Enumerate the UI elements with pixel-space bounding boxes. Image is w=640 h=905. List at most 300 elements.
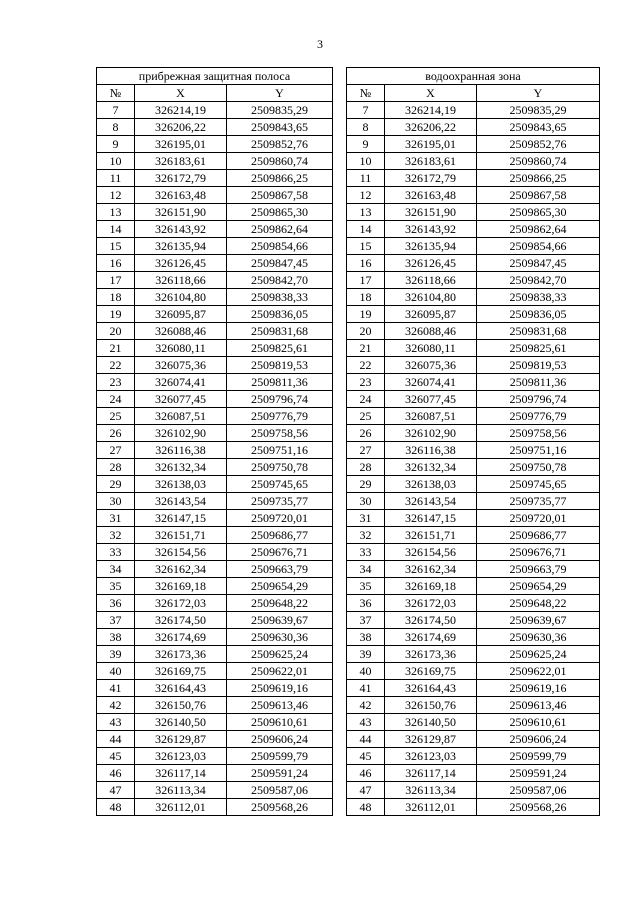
table-gap [333, 595, 347, 612]
table-gap [333, 629, 347, 646]
left-cell-x: 326102,90 [135, 425, 227, 442]
table-row [97, 697, 600, 714]
right-cell-number: 40 [347, 663, 385, 680]
right-cell-number: 31 [347, 510, 385, 527]
table-gap [333, 204, 347, 221]
table-row [97, 289, 600, 306]
table-gap [333, 170, 347, 187]
left-cell-x: 326143,54 [135, 493, 227, 510]
right-cell-x: 326113,34 [385, 782, 477, 799]
right-cell-x: 326123,03 [385, 748, 477, 765]
left-cell-number: 28 [97, 459, 135, 476]
right-cell-x: 326151,90 [385, 204, 477, 221]
left-cell-number: 31 [97, 510, 135, 527]
right-cell-x: 326195,01 [385, 136, 477, 153]
left-cell-number: 47 [97, 782, 135, 799]
table-row [97, 170, 600, 187]
table-gap [333, 119, 347, 136]
left-cell-y: 2509568,26 [227, 799, 333, 816]
left-cell-y: 2509838,33 [227, 289, 333, 306]
table-gap [333, 340, 347, 357]
table-row [97, 119, 600, 136]
left-cell-number: 34 [97, 561, 135, 578]
right-cell-y: 2509599,79 [477, 748, 600, 765]
table-gap [333, 493, 347, 510]
right-cell-x: 326138,03 [385, 476, 477, 493]
left-cell-y: 2509852,76 [227, 136, 333, 153]
right-cell-x: 326088,46 [385, 323, 477, 340]
left-cell-number: 39 [97, 646, 135, 663]
left-cell-number: 37 [97, 612, 135, 629]
left-cell-y: 2509625,24 [227, 646, 333, 663]
right-cell-x: 326132,34 [385, 459, 477, 476]
left-cell-number: 44 [97, 731, 135, 748]
left-cell-y: 2509867,58 [227, 187, 333, 204]
table-gap [333, 612, 347, 629]
left-cell-number: 32 [97, 527, 135, 544]
table-title-row [97, 68, 600, 85]
left-cell-y: 2509866,25 [227, 170, 333, 187]
table-row [97, 187, 600, 204]
left-cell-x: 326151,90 [135, 204, 227, 221]
left-cell-x: 326116,38 [135, 442, 227, 459]
table-row [97, 782, 600, 799]
right-cell-x: 326126,45 [385, 255, 477, 272]
left-cell-y: 2509751,16 [227, 442, 333, 459]
left-cell-x: 326077,45 [135, 391, 227, 408]
left-cell-x: 326206,22 [135, 119, 227, 136]
right-cell-number: 33 [347, 544, 385, 561]
left-cell-number: 10 [97, 153, 135, 170]
right-cell-x: 326117,14 [385, 765, 477, 782]
right-cell-number: 39 [347, 646, 385, 663]
left-cell-number: 26 [97, 425, 135, 442]
table-row [97, 680, 600, 697]
right-cell-number: 28 [347, 459, 385, 476]
right-cell-number: 22 [347, 357, 385, 374]
right-header-number: № [347, 85, 385, 102]
left-cell-x: 326087,51 [135, 408, 227, 425]
left-cell-x: 326169,18 [135, 578, 227, 595]
table-row [97, 374, 600, 391]
left-cell-number: 21 [97, 340, 135, 357]
table-gap [333, 187, 347, 204]
right-cell-y: 2509843,65 [477, 119, 600, 136]
right-cell-y: 2509745,65 [477, 476, 600, 493]
left-cell-y: 2509613,46 [227, 697, 333, 714]
right-cell-y: 2509622,01 [477, 663, 600, 680]
right-cell-number: 14 [347, 221, 385, 238]
right-cell-y: 2509819,53 [477, 357, 600, 374]
right-cell-y: 2509639,67 [477, 612, 600, 629]
right-cell-number: 30 [347, 493, 385, 510]
table-body [97, 102, 600, 816]
right-cell-y: 2509610,61 [477, 714, 600, 731]
left-cell-y: 2509639,67 [227, 612, 333, 629]
right-cell-number: 48 [347, 799, 385, 816]
table-gap [333, 578, 347, 595]
right-cell-y: 2509654,29 [477, 578, 600, 595]
table-row [97, 102, 600, 119]
right-cell-x: 326163,48 [385, 187, 477, 204]
left-cell-y: 2509750,78 [227, 459, 333, 476]
table-gap [333, 391, 347, 408]
right-cell-x: 326154,56 [385, 544, 477, 561]
right-cell-x: 326104,80 [385, 289, 477, 306]
left-cell-x: 326164,43 [135, 680, 227, 697]
left-header-x: X [135, 85, 227, 102]
coordinates-table [96, 67, 600, 816]
table-row [97, 476, 600, 493]
left-cell-number: 20 [97, 323, 135, 340]
left-cell-number: 9 [97, 136, 135, 153]
right-cell-y: 2509836,05 [477, 306, 600, 323]
right-cell-number: 45 [347, 748, 385, 765]
left-cell-number: 17 [97, 272, 135, 289]
table-gap [333, 714, 347, 731]
left-cell-number: 8 [97, 119, 135, 136]
right-cell-number: 7 [347, 102, 385, 119]
right-cell-number: 12 [347, 187, 385, 204]
table-row [97, 493, 600, 510]
table-gap [333, 272, 347, 289]
left-cell-y: 2509619,16 [227, 680, 333, 697]
left-cell-y: 2509835,29 [227, 102, 333, 119]
table-row [97, 595, 600, 612]
left-cell-number: 46 [97, 765, 135, 782]
left-cell-x: 326126,45 [135, 255, 227, 272]
left-cell-number: 11 [97, 170, 135, 187]
right-cell-number: 13 [347, 204, 385, 221]
left-cell-y: 2509865,30 [227, 204, 333, 221]
right-cell-number: 20 [347, 323, 385, 340]
right-cell-x: 326087,51 [385, 408, 477, 425]
left-cell-y: 2509686,77 [227, 527, 333, 544]
table-gap [333, 663, 347, 680]
left-cell-x: 326154,56 [135, 544, 227, 561]
right-cell-y: 2509847,45 [477, 255, 600, 272]
left-cell-y: 2509735,77 [227, 493, 333, 510]
table-row [97, 442, 600, 459]
table-row [97, 408, 600, 425]
right-cell-y: 2509811,36 [477, 374, 600, 391]
right-cell-x: 326172,79 [385, 170, 477, 187]
left-cell-x: 326174,69 [135, 629, 227, 646]
right-cell-number: 43 [347, 714, 385, 731]
table-row [97, 765, 600, 782]
table-gap [333, 85, 347, 102]
right-cell-number: 9 [347, 136, 385, 153]
left-cell-number: 38 [97, 629, 135, 646]
right-cell-x: 326135,94 [385, 238, 477, 255]
right-cell-number: 10 [347, 153, 385, 170]
right-cell-y: 2509663,79 [477, 561, 600, 578]
left-cell-number: 7 [97, 102, 135, 119]
left-cell-y: 2509825,61 [227, 340, 333, 357]
table-gap [333, 782, 347, 799]
table-gap [333, 221, 347, 238]
table-gap [333, 510, 347, 527]
table-row [97, 255, 600, 272]
right-cell-number: 35 [347, 578, 385, 595]
left-cell-number: 25 [97, 408, 135, 425]
table-gap [333, 476, 347, 493]
table-gap [333, 765, 347, 782]
left-cell-y: 2509654,29 [227, 578, 333, 595]
left-cell-y: 2509720,01 [227, 510, 333, 527]
right-cell-y: 2509720,01 [477, 510, 600, 527]
right-cell-number: 34 [347, 561, 385, 578]
left-cell-x: 326163,48 [135, 187, 227, 204]
right-cell-x: 326143,54 [385, 493, 477, 510]
left-cell-number: 29 [97, 476, 135, 493]
right-cell-x: 326077,45 [385, 391, 477, 408]
left-cell-x: 326138,03 [135, 476, 227, 493]
right-cell-number: 29 [347, 476, 385, 493]
left-cell-number: 27 [97, 442, 135, 459]
left-cell-y: 2509676,71 [227, 544, 333, 561]
right-cell-x: 326080,11 [385, 340, 477, 357]
table-gap [333, 289, 347, 306]
left-cell-number: 14 [97, 221, 135, 238]
right-cell-y: 2509619,16 [477, 680, 600, 697]
right-cell-x: 326172,03 [385, 595, 477, 612]
table-row [97, 612, 600, 629]
left-header-y: Y [227, 85, 333, 102]
left-cell-x: 326123,03 [135, 748, 227, 765]
right-cell-x: 326140,50 [385, 714, 477, 731]
right-cell-y: 2509860,74 [477, 153, 600, 170]
left-cell-y: 2509796,74 [227, 391, 333, 408]
left-cell-number: 40 [97, 663, 135, 680]
right-cell-x: 326164,43 [385, 680, 477, 697]
table-gap [333, 306, 347, 323]
right-cell-number: 24 [347, 391, 385, 408]
left-cell-number: 30 [97, 493, 135, 510]
left-cell-y: 2509648,22 [227, 595, 333, 612]
left-cell-y: 2509606,24 [227, 731, 333, 748]
right-cell-x: 326183,61 [385, 153, 477, 170]
table-gap [333, 153, 347, 170]
left-cell-y: 2509630,36 [227, 629, 333, 646]
right-header-x: X [385, 85, 477, 102]
left-cell-x: 326140,50 [135, 714, 227, 731]
left-cell-y: 2509847,45 [227, 255, 333, 272]
table-gap [333, 255, 347, 272]
table-gap [333, 544, 347, 561]
right-cell-y: 2509865,30 [477, 204, 600, 221]
table-row [97, 459, 600, 476]
left-cell-x: 326132,34 [135, 459, 227, 476]
left-cell-number: 22 [97, 357, 135, 374]
table-gap [333, 748, 347, 765]
left-cell-y: 2509862,64 [227, 221, 333, 238]
table-gap [333, 442, 347, 459]
right-cell-y: 2509630,36 [477, 629, 600, 646]
left-cell-y: 2509811,36 [227, 374, 333, 391]
right-cell-x: 326147,15 [385, 510, 477, 527]
left-cell-x: 326143,92 [135, 221, 227, 238]
table-gap [333, 357, 347, 374]
left-cell-number: 24 [97, 391, 135, 408]
right-cell-x: 326102,90 [385, 425, 477, 442]
right-cell-y: 2509835,29 [477, 102, 600, 119]
left-cell-number: 45 [97, 748, 135, 765]
right-cell-x: 326116,38 [385, 442, 477, 459]
right-cell-number: 44 [347, 731, 385, 748]
left-cell-number: 33 [97, 544, 135, 561]
left-cell-number: 18 [97, 289, 135, 306]
right-cell-number: 26 [347, 425, 385, 442]
left-cell-y: 2509591,24 [227, 765, 333, 782]
table-row [97, 153, 600, 170]
right-cell-y: 2509758,56 [477, 425, 600, 442]
left-cell-x: 326172,03 [135, 595, 227, 612]
right-cell-number: 19 [347, 306, 385, 323]
right-cell-y: 2509613,46 [477, 697, 600, 714]
left-cell-x: 326104,80 [135, 289, 227, 306]
right-cell-y: 2509587,06 [477, 782, 600, 799]
table-row [97, 204, 600, 221]
right-cell-y: 2509776,79 [477, 408, 600, 425]
left-cell-x: 326129,87 [135, 731, 227, 748]
right-cell-x: 326169,18 [385, 578, 477, 595]
left-cell-x: 326151,71 [135, 527, 227, 544]
right-cell-number: 17 [347, 272, 385, 289]
table-gap [333, 799, 347, 816]
table-gap [333, 680, 347, 697]
left-cell-y: 2509831,68 [227, 323, 333, 340]
right-cell-y: 2509735,77 [477, 493, 600, 510]
left-cell-x: 326214,19 [135, 102, 227, 119]
left-cell-number: 41 [97, 680, 135, 697]
left-cell-x: 326162,34 [135, 561, 227, 578]
table-row [97, 510, 600, 527]
right-cell-number: 47 [347, 782, 385, 799]
left-cell-number: 19 [97, 306, 135, 323]
left-cell-x: 326112,01 [135, 799, 227, 816]
table-gap [333, 238, 347, 255]
left-cell-number: 13 [97, 204, 135, 221]
left-cell-number: 43 [97, 714, 135, 731]
left-cell-number: 35 [97, 578, 135, 595]
table-gap [333, 323, 347, 340]
table-row [97, 323, 600, 340]
table-row [97, 527, 600, 544]
left-cell-y: 2509854,66 [227, 238, 333, 255]
right-cell-number: 27 [347, 442, 385, 459]
left-cell-y: 2509776,79 [227, 408, 333, 425]
left-cell-x: 326074,41 [135, 374, 227, 391]
left-cell-number: 16 [97, 255, 135, 272]
right-cell-number: 32 [347, 527, 385, 544]
table-gap [333, 731, 347, 748]
table-gap [333, 561, 347, 578]
table-row [97, 340, 600, 357]
right-cell-number: 37 [347, 612, 385, 629]
left-cell-x: 326173,36 [135, 646, 227, 663]
table-row [97, 272, 600, 289]
left-cell-y: 2509622,01 [227, 663, 333, 680]
table-row [97, 561, 600, 578]
left-cell-y: 2509836,05 [227, 306, 333, 323]
table-gap [333, 374, 347, 391]
table-row [97, 748, 600, 765]
left-header-number: № [97, 85, 135, 102]
right-cell-number: 41 [347, 680, 385, 697]
table-row [97, 391, 600, 408]
left-table-title: прибрежная защитная полоса [97, 68, 333, 85]
left-cell-number: 15 [97, 238, 135, 255]
table-gap [333, 527, 347, 544]
left-cell-number: 36 [97, 595, 135, 612]
left-cell-y: 2509819,53 [227, 357, 333, 374]
right-cell-x: 326143,92 [385, 221, 477, 238]
right-cell-number: 46 [347, 765, 385, 782]
left-cell-x: 326080,11 [135, 340, 227, 357]
left-cell-y: 2509758,56 [227, 425, 333, 442]
right-cell-x: 326129,87 [385, 731, 477, 748]
right-cell-number: 16 [347, 255, 385, 272]
left-cell-x: 326195,01 [135, 136, 227, 153]
left-cell-x: 326147,15 [135, 510, 227, 527]
table-row [97, 136, 600, 153]
table-row [97, 578, 600, 595]
table-row [97, 306, 600, 323]
table-gap [333, 408, 347, 425]
right-cell-x: 326151,71 [385, 527, 477, 544]
left-cell-x: 326117,14 [135, 765, 227, 782]
right-cell-y: 2509591,24 [477, 765, 600, 782]
right-cell-x: 326169,75 [385, 663, 477, 680]
right-cell-x: 326150,76 [385, 697, 477, 714]
table-row [97, 799, 600, 816]
right-cell-x: 326174,69 [385, 629, 477, 646]
right-cell-x: 326214,19 [385, 102, 477, 119]
right-cell-x: 326118,66 [385, 272, 477, 289]
table-gap [333, 459, 347, 476]
left-cell-y: 2509663,79 [227, 561, 333, 578]
right-cell-y: 2509606,24 [477, 731, 600, 748]
right-cell-x: 326173,36 [385, 646, 477, 663]
right-cell-number: 42 [347, 697, 385, 714]
table-gap [333, 697, 347, 714]
right-cell-x: 326075,36 [385, 357, 477, 374]
table-row [97, 544, 600, 561]
left-cell-x: 326172,79 [135, 170, 227, 187]
left-cell-y: 2509610,61 [227, 714, 333, 731]
left-cell-number: 23 [97, 374, 135, 391]
left-cell-x: 326118,66 [135, 272, 227, 289]
left-cell-x: 326113,34 [135, 782, 227, 799]
right-header-y: Y [477, 85, 600, 102]
left-cell-x: 326150,76 [135, 697, 227, 714]
right-cell-y: 2509852,76 [477, 136, 600, 153]
left-cell-number: 12 [97, 187, 135, 204]
right-cell-y: 2509686,77 [477, 527, 600, 544]
table-gap [333, 136, 347, 153]
right-cell-y: 2509862,64 [477, 221, 600, 238]
right-cell-y: 2509867,58 [477, 187, 600, 204]
right-table-title: водоохранная зона [347, 68, 600, 85]
right-cell-number: 23 [347, 374, 385, 391]
table-row [97, 629, 600, 646]
right-cell-number: 18 [347, 289, 385, 306]
table-row [97, 221, 600, 238]
table-row [97, 731, 600, 748]
right-cell-x: 326074,41 [385, 374, 477, 391]
right-cell-number: 21 [347, 340, 385, 357]
